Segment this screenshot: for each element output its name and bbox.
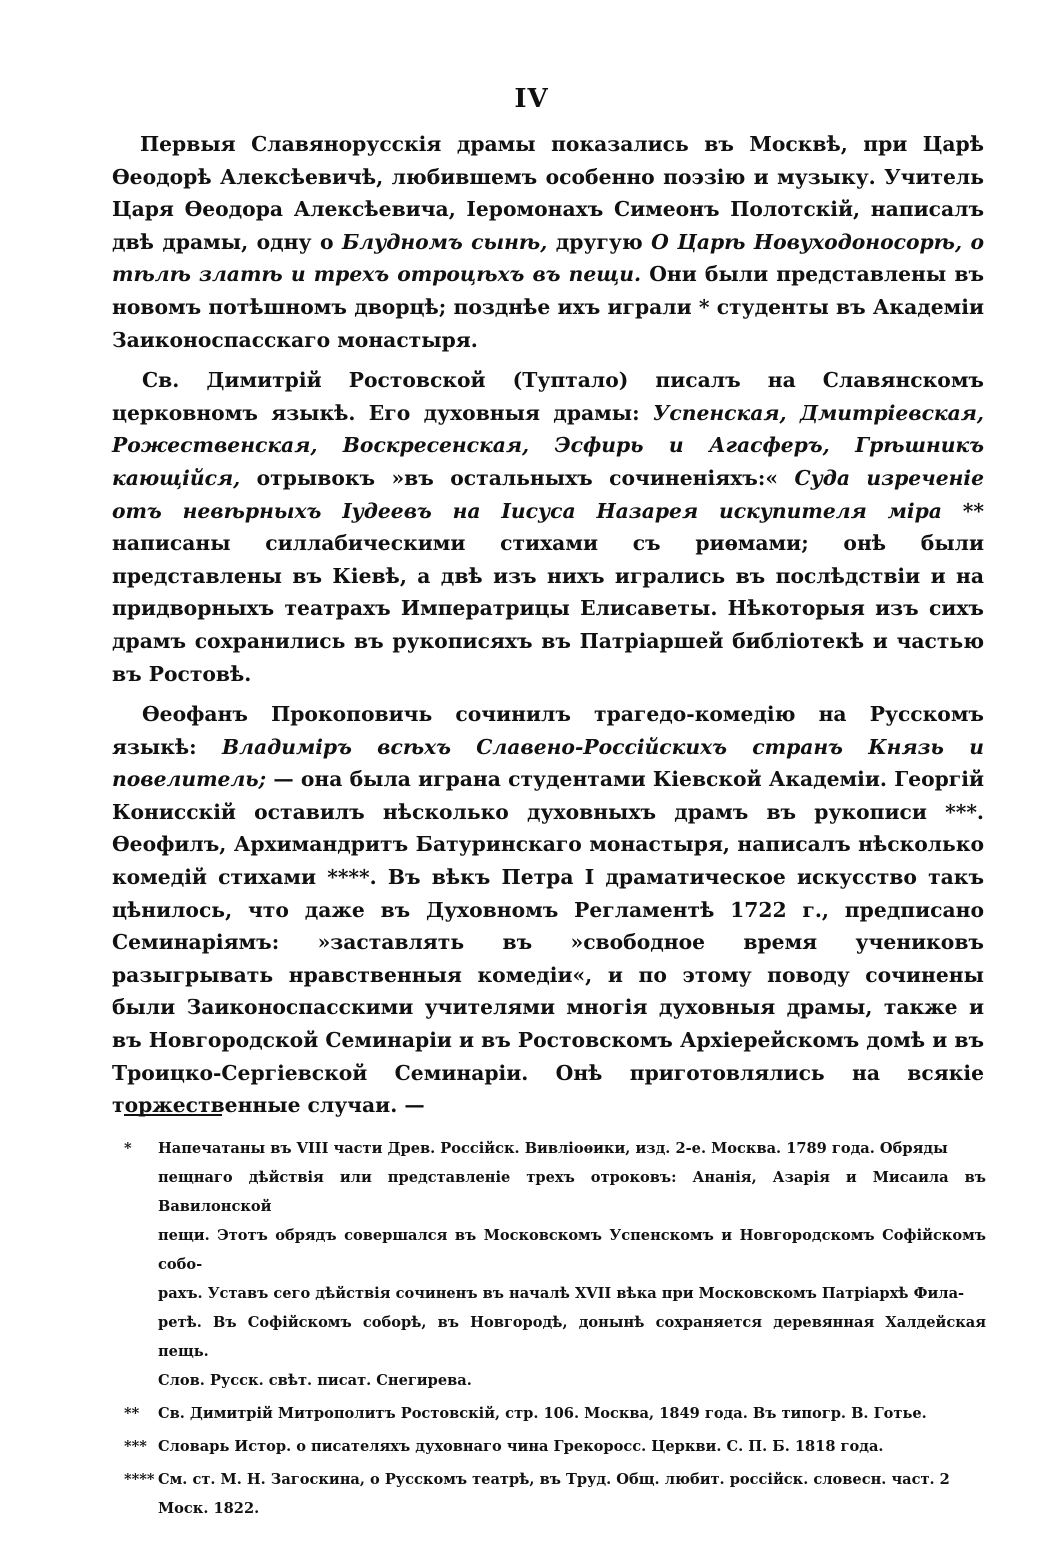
footnote-line: Слов. Русск. свѣт. писат. Снегирева. xyxy=(158,1372,472,1389)
text-run: отрывокъ »въ остальныхъ сочиненіяхъ:« xyxy=(240,465,795,490)
italic-title: Владиміръ всѣхъ Славено-Россійскихъ странъ Князь и повелитель; xyxy=(112,734,984,792)
footnote-line: Моск. 1822. xyxy=(158,1500,260,1517)
footnote-text xyxy=(158,1432,986,1461)
italic-title: Успенская, Дмитріевская, Рожественская, Воскресенская, Эсфирь и Агасферъ, Грѣшникъ кающійся, xyxy=(112,400,984,490)
footnote-line: пещи. Этотъ обрядъ совершался въ Московскомъ Успенскомъ и Новгородскомъ Софійскомъ собо- xyxy=(158,1227,986,1273)
footnote-3 xyxy=(124,1432,986,1461)
paragraph-2 xyxy=(112,364,984,690)
footnote-mark: *** xyxy=(124,1438,147,1455)
main-text xyxy=(112,128,984,1122)
footnote-1 xyxy=(124,1134,986,1395)
footnote-line: рахъ. Уставъ сего дѣйствія сочиненъ въ началѣ XVII вѣка при Московскомъ Патріархѣ Фила- xyxy=(158,1285,965,1302)
paragraph-3 xyxy=(112,698,984,1122)
footnote-line: Словарь Истор. о писателяхъ духовнаго чина Грекоросс. Церкви. С. П. Б. 1818 года. xyxy=(158,1438,884,1455)
text-run: другую xyxy=(547,229,652,254)
footnote-mark: * xyxy=(124,1140,132,1157)
footnote-line: Св. Димитрій Митрополитъ Ростовскій, стр. 106. Москва, 1849 года. Въ типогр. В. Готье. xyxy=(158,1405,927,1422)
footnote-line: См. ст. М. Н. Загоскина, о Русскомъ театрѣ, въ Труд. Общ. любит. россійск. словесн. част. 2 xyxy=(158,1471,950,1488)
footnote-text xyxy=(158,1465,986,1523)
text-run: — она была играна студентами Кіевской Академіи. Георгій Конисскій оставилъ нѣсколько духовныхъ драмъ въ рукописи ***. Ѳеофилъ, Архимандритъ Батуринскаго монастыря, написалъ нѣсколько комедій стихами ****. Въ вѣкъ Петра I драматическое искусство такъ цѣнилось, что даже въ Духовномъ Регламентѣ 1722 г., предписано Семинаріямъ: »заставлять въ »свободное время учениковъ разыгрывать нравственныя комедіи«, и по этому поводу сочинены были Заиконоспасскими учителями многія духовныя драмы, также и въ Новгородской Семинаріи и въ Ростовскомъ Архіерейскомъ домѣ и въ Троицко-Сергіевской Семинаріи. Онѣ приготовлялись на всякіе торжественные случаи. — xyxy=(112,767,984,1118)
footnote-text xyxy=(158,1399,986,1428)
footnote-mark: ** xyxy=(124,1405,140,1422)
italic-title: О Царѣ Новуходоносорѣ, о тѣлѣ златѣ и трехъ отроцѣхъ въ пещи. xyxy=(112,229,984,287)
italic-title: Блудномъ сынѣ, xyxy=(341,229,548,254)
text-run: Ѳеофанъ Прокоповичь сочинилъ трагедо-комедію на Русскомъ языкѣ: xyxy=(112,702,984,759)
footnote-text xyxy=(158,1134,986,1395)
footnote-line: пещнаго дѣйствія или представленіе трехъ отроковъ: Ананія, Азарія и Мисаила въ Вавилонской xyxy=(158,1169,986,1215)
text-run: ** написаны силлабическими стихами съ риѳмами; онѣ были представлены въ Кіевѣ, а двѣ изъ нихъ игрались въ послѣдствіи и на придворныхъ театрахъ Императрицы Елисаветы. Нѣкоторыя изъ сихъ драмъ сохранились въ рукописяхъ въ Патріаршей библіотекѣ и частью въ Ростовѣ. xyxy=(112,498,984,686)
footnotes xyxy=(124,1134,986,1523)
page-number: IV xyxy=(514,84,549,114)
text-run: Св. Димитрій Ростовской (Туптало) писалъ на Славянскомъ церковномъ языкѣ. Его духовныя драмы: xyxy=(112,368,984,425)
italic-title: Суда изреченіе отъ невѣрныхъ Іудеевъ на Іисуса Назарея искупителя міра xyxy=(112,465,984,523)
paragraph-1 xyxy=(112,128,984,356)
footnote-line: Напечатаны въ VIII части Древ. Россійск. Вивліоѳики, изд. 2-е. Москва. 1789 года. Обряды xyxy=(158,1140,948,1157)
footnote-2 xyxy=(124,1399,986,1428)
footnote-divider xyxy=(124,1114,222,1116)
footnote-mark: **** xyxy=(124,1471,155,1488)
footnote-4 xyxy=(124,1465,986,1523)
footnote-line: ретѣ. Въ Софійскомъ соборѣ, въ Новгородѣ, донынѣ сохраняется деревянная Халдейская пещь. xyxy=(158,1314,986,1360)
text-run: Первыя Славянорусскія драмы показались въ Москвѣ, при Царѣ Ѳеодорѣ Алексѣевичѣ, любившемъ особенно поэзію и музыку. Учитель Царя Ѳеодора Алексѣевича, Іеромонахъ Симеонъ Полотскій, написалъ двѣ драмы, одну о xyxy=(112,132,984,254)
text-run: Они были представлены въ новомъ потѣшномъ дворцѣ; позднѣе ихъ играли * студенты въ Академіи Заиконоспасскаго монастыря. xyxy=(112,262,984,352)
